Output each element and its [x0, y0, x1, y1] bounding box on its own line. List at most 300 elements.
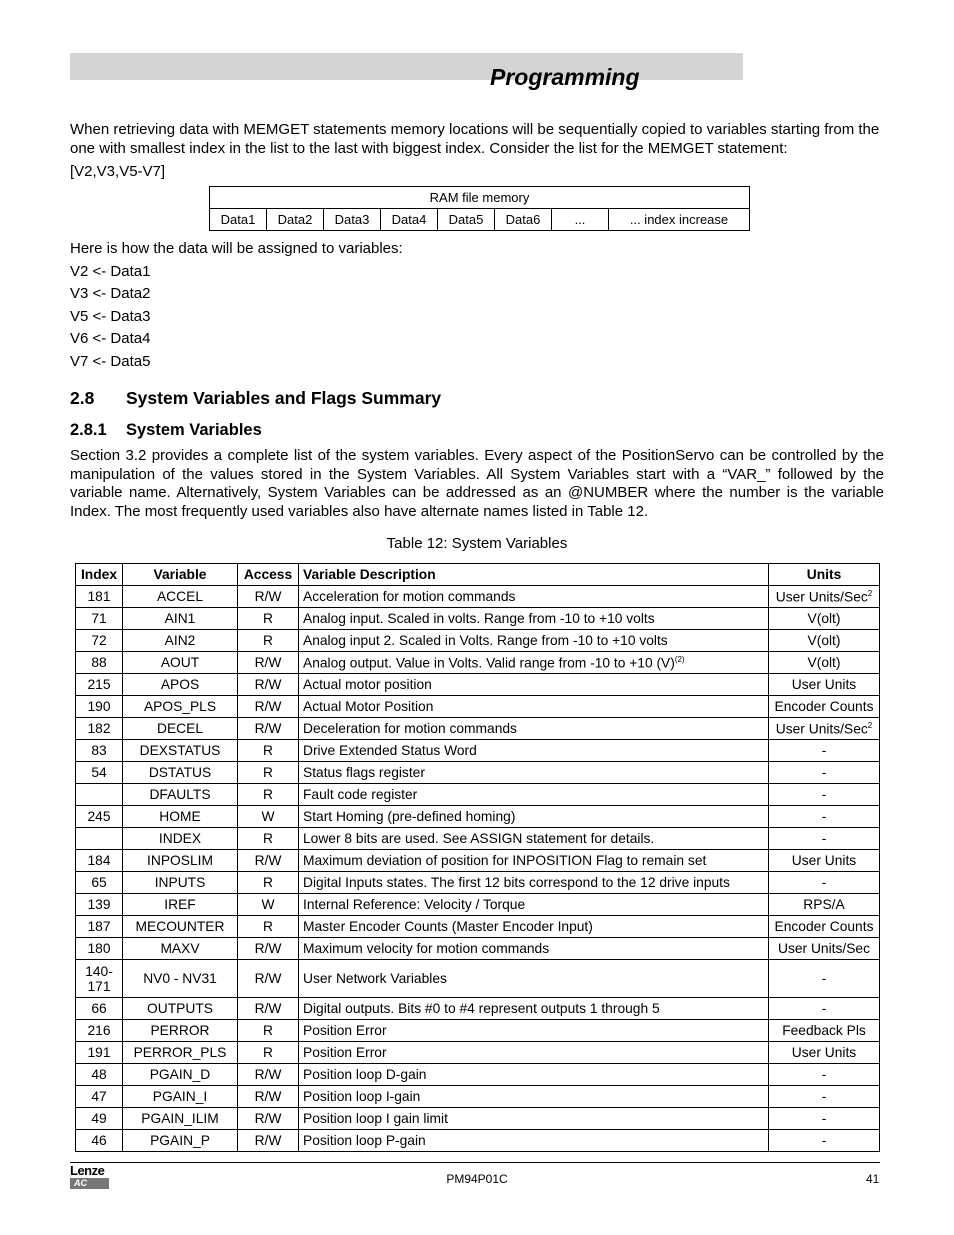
cell-text: -	[821, 1001, 827, 1016]
cell-text: -	[821, 1133, 827, 1148]
cell-text: INDEX	[158, 831, 202, 846]
cell-text: MAXV	[160, 941, 200, 956]
cell-text: -	[821, 971, 827, 986]
table-caption: Table 12: System Variables	[386, 535, 568, 552]
cell-text: 83	[91, 743, 107, 758]
col-header-index: Index	[76, 564, 123, 586]
assignment-list	[70, 238, 403, 373]
cell-text: User Units/Sec	[777, 941, 870, 956]
col-header-variable: Variable	[123, 564, 238, 586]
cell-text: Deceleration for motion commands	[303, 721, 517, 736]
cell-description	[299, 828, 769, 850]
cell-units	[769, 630, 880, 652]
cell-text: Analog input 2. Scaled in Volts. Range from -10 to +10 volts	[303, 633, 668, 648]
cell-variable	[123, 586, 238, 608]
cell-units	[769, 850, 880, 872]
cell-text: 72	[91, 633, 107, 648]
cell-units	[769, 586, 880, 608]
cell-access	[238, 1020, 299, 1042]
cell-access	[238, 916, 299, 938]
cell-text: 190	[87, 699, 111, 714]
table-row	[76, 608, 880, 630]
cell-index	[76, 1020, 123, 1042]
cell-index	[76, 828, 123, 850]
cell-index	[76, 784, 123, 806]
cell-text: Start Homing (pre-defined homing)	[303, 809, 516, 824]
cell-units	[769, 960, 880, 998]
cell-text: Lower 8 bits are used. See ASSIGN statement for details.	[303, 831, 655, 846]
cell-text: Actual Motor Position	[303, 699, 434, 714]
cell-access	[238, 1042, 299, 1064]
cell-access	[238, 806, 299, 828]
cell-variable	[123, 850, 238, 872]
cell-text: R	[263, 831, 273, 846]
cell-units	[769, 784, 880, 806]
table-row	[76, 784, 880, 806]
document-id: PM94P01C	[446, 1172, 508, 1186]
section-heading	[70, 388, 441, 409]
cell-variable	[123, 762, 238, 784]
superscript: 2	[867, 720, 873, 730]
section-title: System Variables and Flags Summary	[126, 388, 442, 408]
cell-access	[238, 828, 299, 850]
cell-text: 65	[91, 875, 107, 890]
assignment: V7 <- Data5	[70, 352, 151, 370]
cell-description	[299, 850, 769, 872]
ram-cell: Data3	[324, 209, 381, 231]
cell-text: R	[263, 765, 273, 780]
cell-variable	[123, 1108, 238, 1130]
cell-units	[769, 1086, 880, 1108]
cell-units	[769, 674, 880, 696]
col-header-access: Access	[238, 564, 299, 586]
ram-cell: ...	[552, 209, 609, 231]
cell-text: R	[263, 875, 273, 890]
cell-access	[238, 696, 299, 718]
cell-index	[76, 718, 123, 740]
cell-text: Analog input. Scaled in volts. Range from -10 to +10 volts	[303, 611, 655, 626]
cell-index	[76, 586, 123, 608]
cell-access	[238, 938, 299, 960]
footnote-ref: (2)	[674, 654, 685, 664]
cell-index	[76, 1130, 123, 1152]
cell-text: Fault code register	[303, 787, 418, 802]
cell-access	[238, 674, 299, 696]
cell-text: Analog output. Value in Volts. Valid range from -10 to +10 (V)	[303, 655, 675, 671]
cell-text: R	[263, 1045, 273, 1060]
cell-text: W	[261, 809, 275, 824]
assign-intro: Here is how the data will be assigned to variables:	[70, 240, 403, 257]
cell-index	[76, 916, 123, 938]
cell-text: 180	[87, 941, 111, 956]
cell-description	[299, 652, 769, 674]
table-row	[76, 998, 880, 1020]
cell-text: User Units/Sec	[775, 589, 868, 605]
table-row	[76, 674, 880, 696]
cell-text: -	[821, 809, 827, 824]
table-row	[76, 872, 880, 894]
table-row	[76, 806, 880, 828]
cell-units	[769, 1064, 880, 1086]
cell-text: 47	[91, 1089, 107, 1104]
cell-text: User Network Variables	[303, 971, 447, 986]
cell-text: Encoder Counts	[774, 699, 874, 714]
cell-text: Position loop D-gain	[303, 1067, 427, 1082]
cell-text: DFAULTS	[149, 787, 211, 802]
cell-text: Drive Extended Status Word	[303, 743, 477, 758]
cell-index	[76, 674, 123, 696]
cell-variable	[123, 674, 238, 696]
cell-variable	[123, 894, 238, 916]
cell-variable	[123, 806, 238, 828]
cell-text: R/W	[254, 853, 282, 868]
cell-text: R/W	[254, 1133, 282, 1148]
cell-units	[769, 828, 880, 850]
cell-text: AIN2	[164, 633, 196, 648]
cell-text: PGAIN_I	[152, 1089, 208, 1104]
cell-description	[299, 608, 769, 630]
assignment: V2 <- Data1	[70, 262, 151, 280]
table-row	[76, 630, 880, 652]
cell-text: R/W	[254, 677, 282, 692]
cell-text: Position Error	[303, 1045, 387, 1060]
cell-text: INPUTS	[154, 875, 206, 890]
cell-text: -	[821, 831, 827, 846]
cell-access	[238, 1086, 299, 1108]
cell-index	[76, 806, 123, 828]
cell-text: R/W	[254, 655, 282, 670]
cell-variable	[123, 608, 238, 630]
subsection-heading	[70, 421, 262, 440]
cell-text: R	[263, 919, 273, 934]
cell-access	[238, 784, 299, 806]
cell-index	[76, 998, 123, 1020]
cell-description	[299, 998, 769, 1020]
cell-text: Acceleration for motion commands	[303, 589, 516, 604]
cell-text: IREF	[164, 897, 196, 912]
cell-text: APOS_PLS	[143, 699, 217, 714]
cell-text: 182	[87, 721, 111, 736]
ram-cell: Data2	[267, 209, 324, 231]
lenze-logo: Lenze	[70, 1163, 105, 1178]
cell-text: 187	[87, 919, 111, 934]
cell-text: Encoder Counts	[774, 919, 874, 934]
cell-units	[769, 762, 880, 784]
assignment: V3 <- Data2	[70, 285, 151, 302]
cell-text: -	[821, 765, 827, 780]
cell-description	[299, 806, 769, 828]
cell-text: ACCEL	[156, 589, 203, 604]
table-row	[76, 1108, 880, 1130]
intro-paragraph: When retrieving data with MEMGET statements memory locations will be sequentially copied to variables starting from the one with smallest index in the list to the last with biggest index. Consider the list for the MEMGET statement:	[70, 121, 880, 157]
cell-text: 215	[87, 677, 111, 692]
cell-text: 216	[87, 1023, 111, 1038]
cell-text: HOME	[159, 809, 201, 824]
cell-description	[299, 872, 769, 894]
col-header-units: Units	[769, 564, 880, 586]
cell-variable	[123, 960, 238, 998]
cell-text: -	[821, 1067, 827, 1082]
table-row	[76, 894, 880, 916]
cell-units	[769, 916, 880, 938]
ram-cell: Data6	[495, 209, 552, 231]
cell-description	[299, 784, 769, 806]
cell-text: Internal Reference: Velocity / Torque	[303, 897, 526, 912]
cell-index	[76, 872, 123, 894]
cell-text: DSTATUS	[148, 765, 212, 780]
cell-access	[238, 894, 299, 916]
assignment: V5 <- Data3	[70, 307, 151, 325]
cell-text: V(olt)	[807, 633, 841, 648]
cell-description	[299, 1130, 769, 1152]
cell-text: INPOSLIM	[147, 853, 213, 868]
cell-text: PGAIN_ILIM	[141, 1111, 219, 1126]
cell-text: V(olt)	[807, 611, 841, 626]
cell-text: V(olt)	[807, 655, 841, 670]
cell-units	[769, 608, 880, 630]
cell-units	[769, 718, 880, 740]
ram-table-title: RAM file memory	[210, 187, 750, 209]
cell-index	[76, 630, 123, 652]
table-row	[76, 828, 880, 850]
cell-text: R/W	[254, 1089, 282, 1104]
cell-access	[238, 1064, 299, 1086]
cell-index	[76, 1042, 123, 1064]
subsection-title: System Variables	[126, 421, 262, 439]
cell-text: -	[821, 1089, 827, 1104]
cell-text: 71	[91, 611, 107, 626]
cell-text: R	[263, 1023, 273, 1038]
cell-text: NV0 - NV31	[143, 971, 217, 986]
cell-index	[76, 1086, 123, 1108]
cell-text: User Units	[791, 677, 857, 692]
table-row	[76, 960, 880, 998]
cell-text: 46	[91, 1133, 107, 1148]
cell-units	[769, 1130, 880, 1152]
cell-description	[299, 938, 769, 960]
cell-text: 49	[91, 1111, 107, 1126]
cell-text: DEXSTATUS	[139, 743, 221, 758]
cell-index	[76, 850, 123, 872]
cell-description	[299, 960, 769, 998]
cell-text: 181	[87, 589, 111, 604]
cell-text: R/W	[254, 1001, 282, 1016]
assignment: V6 <- Data4	[70, 330, 151, 347]
cell-text: OUTPUTS	[147, 1001, 213, 1016]
header-bar	[70, 53, 743, 80]
table-row	[76, 652, 880, 674]
cell-index: 140- 171	[76, 960, 123, 998]
list-example: [V2,V3,V5-V7]	[70, 163, 166, 180]
cell-text: PERROR	[150, 1023, 210, 1038]
cell-text: R	[263, 611, 273, 626]
cell-description	[299, 1020, 769, 1042]
cell-text: Position loop P-gain	[303, 1133, 426, 1148]
cell-text: Position loop I gain limit	[303, 1111, 448, 1126]
cell-variable	[123, 1042, 238, 1064]
table-row	[76, 1130, 880, 1152]
cell-index	[76, 1064, 123, 1086]
cell-index	[76, 696, 123, 718]
cell-variable	[123, 872, 238, 894]
cell-access	[238, 872, 299, 894]
table-row	[76, 916, 880, 938]
cell-units	[769, 652, 880, 674]
cell-access	[238, 586, 299, 608]
cell-variable	[123, 1086, 238, 1108]
cell-text: Maximum velocity for motion commands	[303, 941, 550, 956]
cell-access	[238, 998, 299, 1020]
cell-units	[769, 1108, 880, 1130]
cell-access	[238, 1130, 299, 1152]
cell-variable	[123, 938, 238, 960]
cell-index	[76, 762, 123, 784]
superscript: 2	[867, 588, 873, 598]
cell-description	[299, 1064, 769, 1086]
cell-text: User Units/Sec	[775, 721, 868, 737]
cell-description	[299, 1086, 769, 1108]
page-title: Programming	[490, 64, 640, 90]
cell-text: R	[263, 787, 273, 802]
cell-text: R	[263, 633, 273, 648]
cell-index	[76, 740, 123, 762]
cell-access	[238, 652, 299, 674]
ram-cell: ... index increase	[609, 209, 750, 231]
cell-description	[299, 1108, 769, 1130]
cell-access	[238, 740, 299, 762]
cell-text: 139	[87, 897, 111, 912]
cell-variable	[123, 1020, 238, 1042]
cell-variable	[123, 998, 238, 1020]
cell-units	[769, 696, 880, 718]
cell-text: 66	[91, 1001, 107, 1016]
page-number: 41	[866, 1172, 880, 1186]
cell-units	[769, 938, 880, 960]
cell-variable	[123, 718, 238, 740]
cell-description	[299, 674, 769, 696]
cell-description	[299, 696, 769, 718]
cell-text: Status flags register	[303, 765, 425, 780]
table-row	[76, 1086, 880, 1108]
section-number: 2.8	[70, 388, 95, 408]
cell-variable	[123, 916, 238, 938]
cell-text: W	[261, 897, 275, 912]
cell-text: R/W	[254, 971, 282, 986]
cell-text: PGAIN_P	[150, 1133, 210, 1148]
cell-text: R/W	[254, 1067, 282, 1082]
cell-text: R/W	[254, 589, 282, 604]
cell-text: 191	[87, 1045, 111, 1060]
cell-text: -	[821, 875, 827, 890]
cell-description	[299, 762, 769, 784]
footer-rule	[70, 1162, 880, 1163]
cell-access	[238, 608, 299, 630]
cell-index	[76, 1108, 123, 1130]
cell-units	[769, 806, 880, 828]
ram-cell: Data4	[381, 209, 438, 231]
cell-description	[299, 1042, 769, 1064]
cell-description	[299, 740, 769, 762]
cell-access	[238, 850, 299, 872]
cell-text: 88	[91, 655, 107, 670]
cell-variable	[123, 740, 238, 762]
table-row	[76, 850, 880, 872]
cell-index	[76, 894, 123, 916]
cell-access	[238, 630, 299, 652]
cell-text: User Units	[791, 853, 857, 868]
cell-text: R/W	[254, 699, 282, 714]
ram-memory-table	[209, 186, 750, 231]
cell-variable	[123, 1064, 238, 1086]
cell-text: R/W	[254, 941, 282, 956]
cell-description	[299, 630, 769, 652]
cell-text: AIN1	[164, 611, 196, 626]
cell-text: PERROR_PLS	[133, 1045, 227, 1060]
cell-text: Position Error	[303, 1023, 387, 1038]
cell-text: 245	[87, 809, 111, 824]
cell-variable	[123, 1130, 238, 1152]
cell-index	[76, 608, 123, 630]
ram-cell: Data1	[210, 209, 267, 231]
cell-index	[76, 938, 123, 960]
ram-cell: Data5	[438, 209, 495, 231]
cell-units	[769, 998, 880, 1020]
col-header-description: Variable Description	[299, 564, 769, 586]
system-variables-table	[75, 563, 880, 1152]
cell-text: -	[821, 787, 827, 802]
cell-variable	[123, 828, 238, 850]
cell-description	[299, 586, 769, 608]
table-row	[76, 740, 880, 762]
table-row	[76, 762, 880, 784]
cell-text: -	[821, 743, 827, 758]
cell-text: Maximum deviation of position for INPOSITION Flag to remain set	[303, 853, 707, 868]
cell-index	[76, 652, 123, 674]
cell-text: Feedback Pls	[782, 1023, 866, 1038]
table-row	[76, 696, 880, 718]
subsection-paragraph: Section 3.2 provides a complete list of the system variables. Every aspect of the PositionServo can be controlled by the manipulation of the values stored in the System Variables. All System Variables start with a “VAR_” followed by the variable name. Alternatively, System Variables can be addressed as an @NUMBER where the number is the variable Index. The most frequently used variables also have alternate names listed in Table 12.	[70, 447, 884, 520]
cell-text: Position loop I-gain	[303, 1089, 421, 1104]
cell-text: PGAIN_D	[149, 1067, 211, 1082]
cell-text: Digital Inputs states. The first 12 bits correspond to the 12 drive inputs	[303, 875, 730, 890]
cell-units	[769, 1020, 880, 1042]
cell-text: Actual motor position	[303, 677, 432, 692]
actech-logo: AC Tech	[70, 1178, 109, 1189]
cell-access	[238, 718, 299, 740]
cell-text: -	[821, 1111, 827, 1126]
cell-access	[238, 1108, 299, 1130]
cell-text: Digital outputs. Bits #0 to #4 represent outputs 1 through 5	[303, 1001, 660, 1016]
table-row	[76, 586, 880, 608]
cell-text: AOUT	[160, 655, 200, 670]
cell-units	[769, 1042, 880, 1064]
cell-variable	[123, 696, 238, 718]
cell-text: RPS/A	[803, 897, 845, 912]
cell-access	[238, 960, 299, 998]
cell-text: MECOUNTER	[135, 919, 225, 934]
subsection-number: 2.8.1	[70, 421, 107, 439]
cell-text: DECEL	[156, 721, 203, 736]
cell-units	[769, 740, 880, 762]
cell-description	[299, 718, 769, 740]
table-row	[76, 938, 880, 960]
cell-text: Master Encoder Counts (Master Encoder Input)	[303, 919, 593, 934]
cell-text: 48	[91, 1067, 107, 1082]
cell-text: R	[263, 743, 273, 758]
cell-units	[769, 872, 880, 894]
cell-text: 184	[87, 853, 111, 868]
table-row	[76, 718, 880, 740]
